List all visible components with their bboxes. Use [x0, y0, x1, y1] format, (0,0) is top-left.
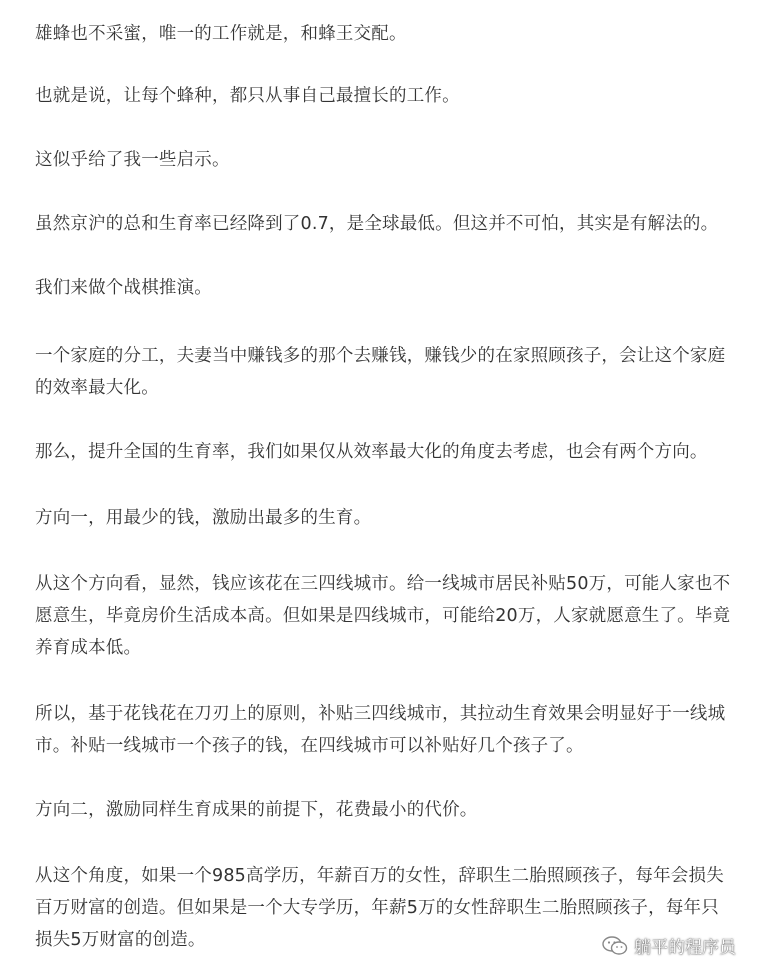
paragraph: 方向二，激励同样生育成果的前提下，花费最小的代价。: [35, 800, 478, 820]
paragraph: 从这个角度，如果一个985高学历，年薪百万的女性，辞职生二胎照顾孩子，每年会损失百万财富的创造。但如果是一个大专学历，年薪5万的女性辞职生二胎照顾孩子，每年只损失5万财富的创造。: [35, 866, 724, 950]
paragraph: 这似乎给了我一些启示。: [35, 150, 230, 170]
paragraph: 虽然京沪的总和生育率已经降到了0.7，是全球最低。但这并不可怕，其实是有解法的。: [35, 214, 719, 234]
paragraph: 所以，基于花钱花在刀刃上的原则，补贴三四线城市，其拉动生育效果会明显好于一线城市。补贴一线城市一个孩子的钱，在四线城市可以补贴好几个孩子了。: [35, 704, 726, 756]
paragraph: 也就是说，让每个蜂种，都只从事自己最擅长的工作。: [35, 86, 460, 106]
paragraph: 方向一，用最少的钱，激励出最多的生育。: [35, 508, 372, 528]
paragraph: 我们来做个战棋推演。: [35, 278, 212, 298]
watermark: [602, 933, 736, 958]
paragraph: 从这个方向看，显然，钱应该花在三四线城市。给一线城市居民补贴50万，可能人家也不愿意生，毕竟房价生活成本高。但如果是四线城市，可能给20万，人家就愿意生了。毕竟养育成本低。: [35, 574, 731, 658]
wechat-icon: [602, 936, 628, 956]
paragraph: 雄蜂也不采蜜，唯一的工作就是，和蜂王交配。: [35, 24, 407, 44]
paragraph: 一个家庭的分工，夫妻当中赚钱多的那个去赚钱，赚钱少的在家照顾孩子，会让这个家庭的效率最大化。: [35, 346, 726, 398]
watermark-text: 躺平的程序员: [634, 938, 736, 958]
paragraph: 那么，提升全国的生育率，我们如果仅从效率最大化的角度去考虑，也会有两个方向。: [35, 442, 708, 462]
